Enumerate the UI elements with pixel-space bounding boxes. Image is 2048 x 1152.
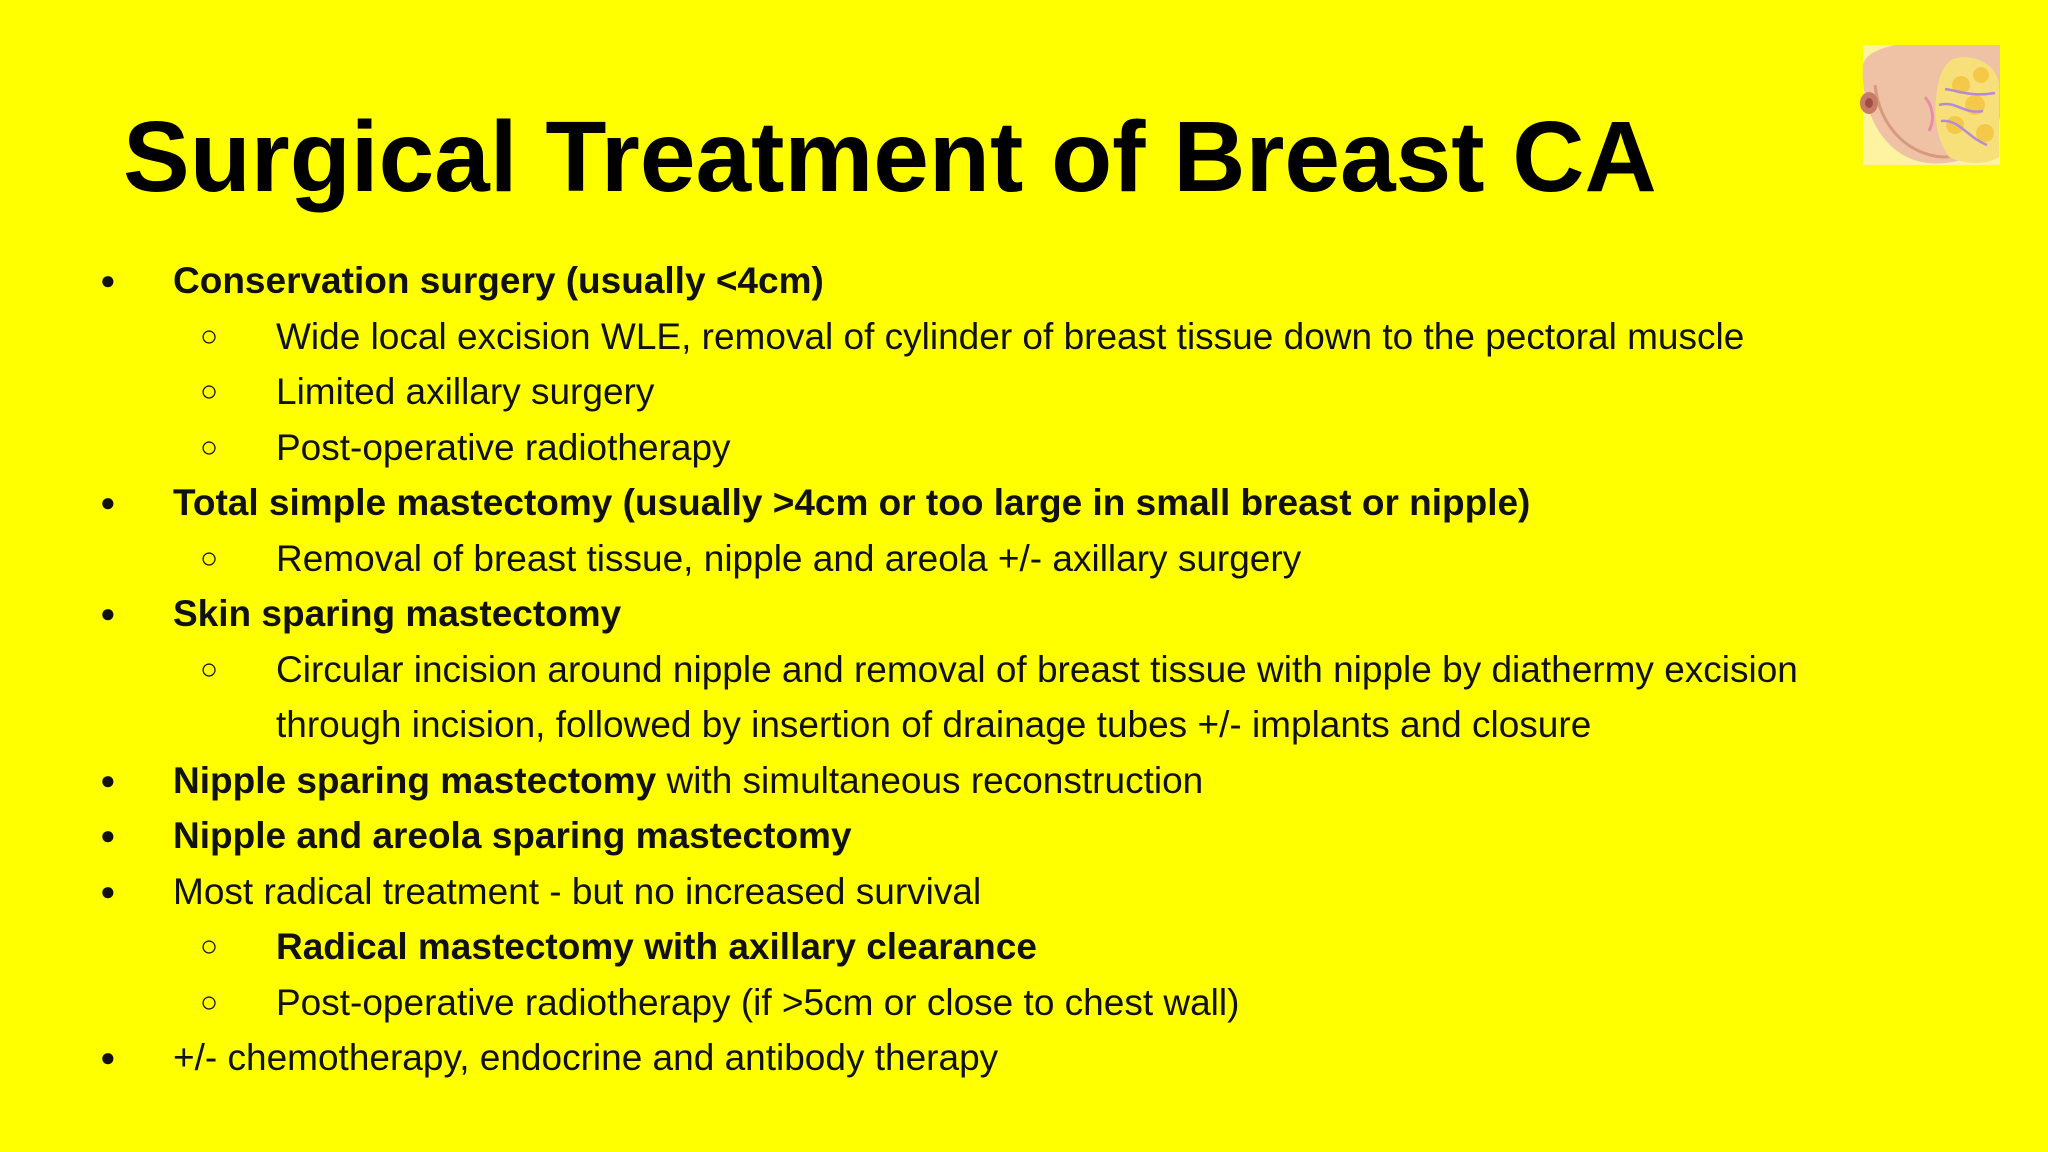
sub-bullet-marker: ○ — [200, 319, 219, 353]
sub-bullet-item — [0, 531, 2048, 587]
sub-bullet-text: Post-operative radiotherapy — [276, 426, 731, 468]
bullet-item — [0, 753, 2048, 809]
bullet-item — [0, 1030, 2048, 1086]
breast-anatomy-image — [1855, 45, 2000, 170]
bullet-text-bold: Nipple sparing mastectomy — [173, 759, 657, 801]
sub-bullet-text: Wide local excision WLE, removal of cylinder of breast tissue down to the pectoral muscle — [276, 315, 1745, 357]
sub-bullet-continuation — [0, 697, 2048, 753]
bullet-item — [0, 808, 2048, 864]
bullet-text: Most radical treatment - but no increased survival — [173, 870, 982, 912]
bullet-text: +/- chemotherapy, endocrine and antibody therapy — [173, 1037, 999, 1078]
bullet-item — [0, 864, 2048, 920]
bullet-marker: ● — [100, 487, 116, 517]
bullet-text: Skin sparing mastectomy — [173, 593, 622, 634]
sub-bullet-marker: ○ — [200, 652, 219, 686]
bullet-item — [0, 475, 2048, 531]
sub-bullet-text: Post-operative radiotherapy (if >5cm or close to chest wall) — [276, 981, 1240, 1023]
bullet-marker: ● — [100, 598, 116, 628]
bullet-marker: ● — [100, 875, 116, 906]
sub-bullet-text: Radical mastectomy with axillary clearance — [276, 926, 1037, 967]
sub-bullet-text: Limited axillary surgery — [276, 371, 655, 412]
bullet-marker: ● — [100, 764, 116, 795]
sub-bullet-marker: ○ — [200, 430, 219, 464]
bullet-text: Nipple and areola sparing mastectomy — [173, 815, 852, 856]
sub-bullet-marker: ○ — [200, 930, 219, 963]
bullet-text: Total simple mastectomy (usually >4cm or too large in small breast or nipple) — [173, 482, 1531, 523]
bullet-marker: ● — [100, 265, 116, 295]
sub-bullet-item — [0, 309, 2048, 365]
slide-title: Surgical Treatment of Breast CA — [123, 101, 1657, 213]
sub-bullet-marker: ○ — [200, 985, 219, 1019]
bullet-item — [0, 253, 2048, 309]
sub-bullet-item — [0, 975, 2048, 1031]
sub-bullet-item — [0, 919, 2048, 975]
sub-bullet-item — [0, 642, 2048, 698]
sub-bullet-item — [0, 364, 2048, 420]
bullet-marker: ● — [100, 1042, 116, 1072]
sub-bullet-text: Circular incision around nipple and removal of breast tissue with nipple by diathermy excision — [276, 648, 1798, 690]
sub-bullet-marker: ○ — [200, 375, 219, 408]
bullet-text: with simultaneous reconstruction — [656, 759, 1204, 801]
bullet-marker: ● — [100, 820, 116, 850]
bullet-item — [0, 586, 2048, 642]
sub-bullet-text: through incision, followed by insertion of drainage tubes +/- implants and closure — [276, 704, 1592, 745]
sub-bullet-text: Removal of breast tissue, nipple and areola +/- axillary surgery — [276, 537, 1302, 579]
sub-bullet-marker: ○ — [200, 541, 219, 575]
sub-bullet-item — [0, 420, 2048, 476]
bullet-text: Conservation surgery (usually <4cm) — [173, 260, 824, 301]
bullet-list — [0, 253, 2048, 1086]
